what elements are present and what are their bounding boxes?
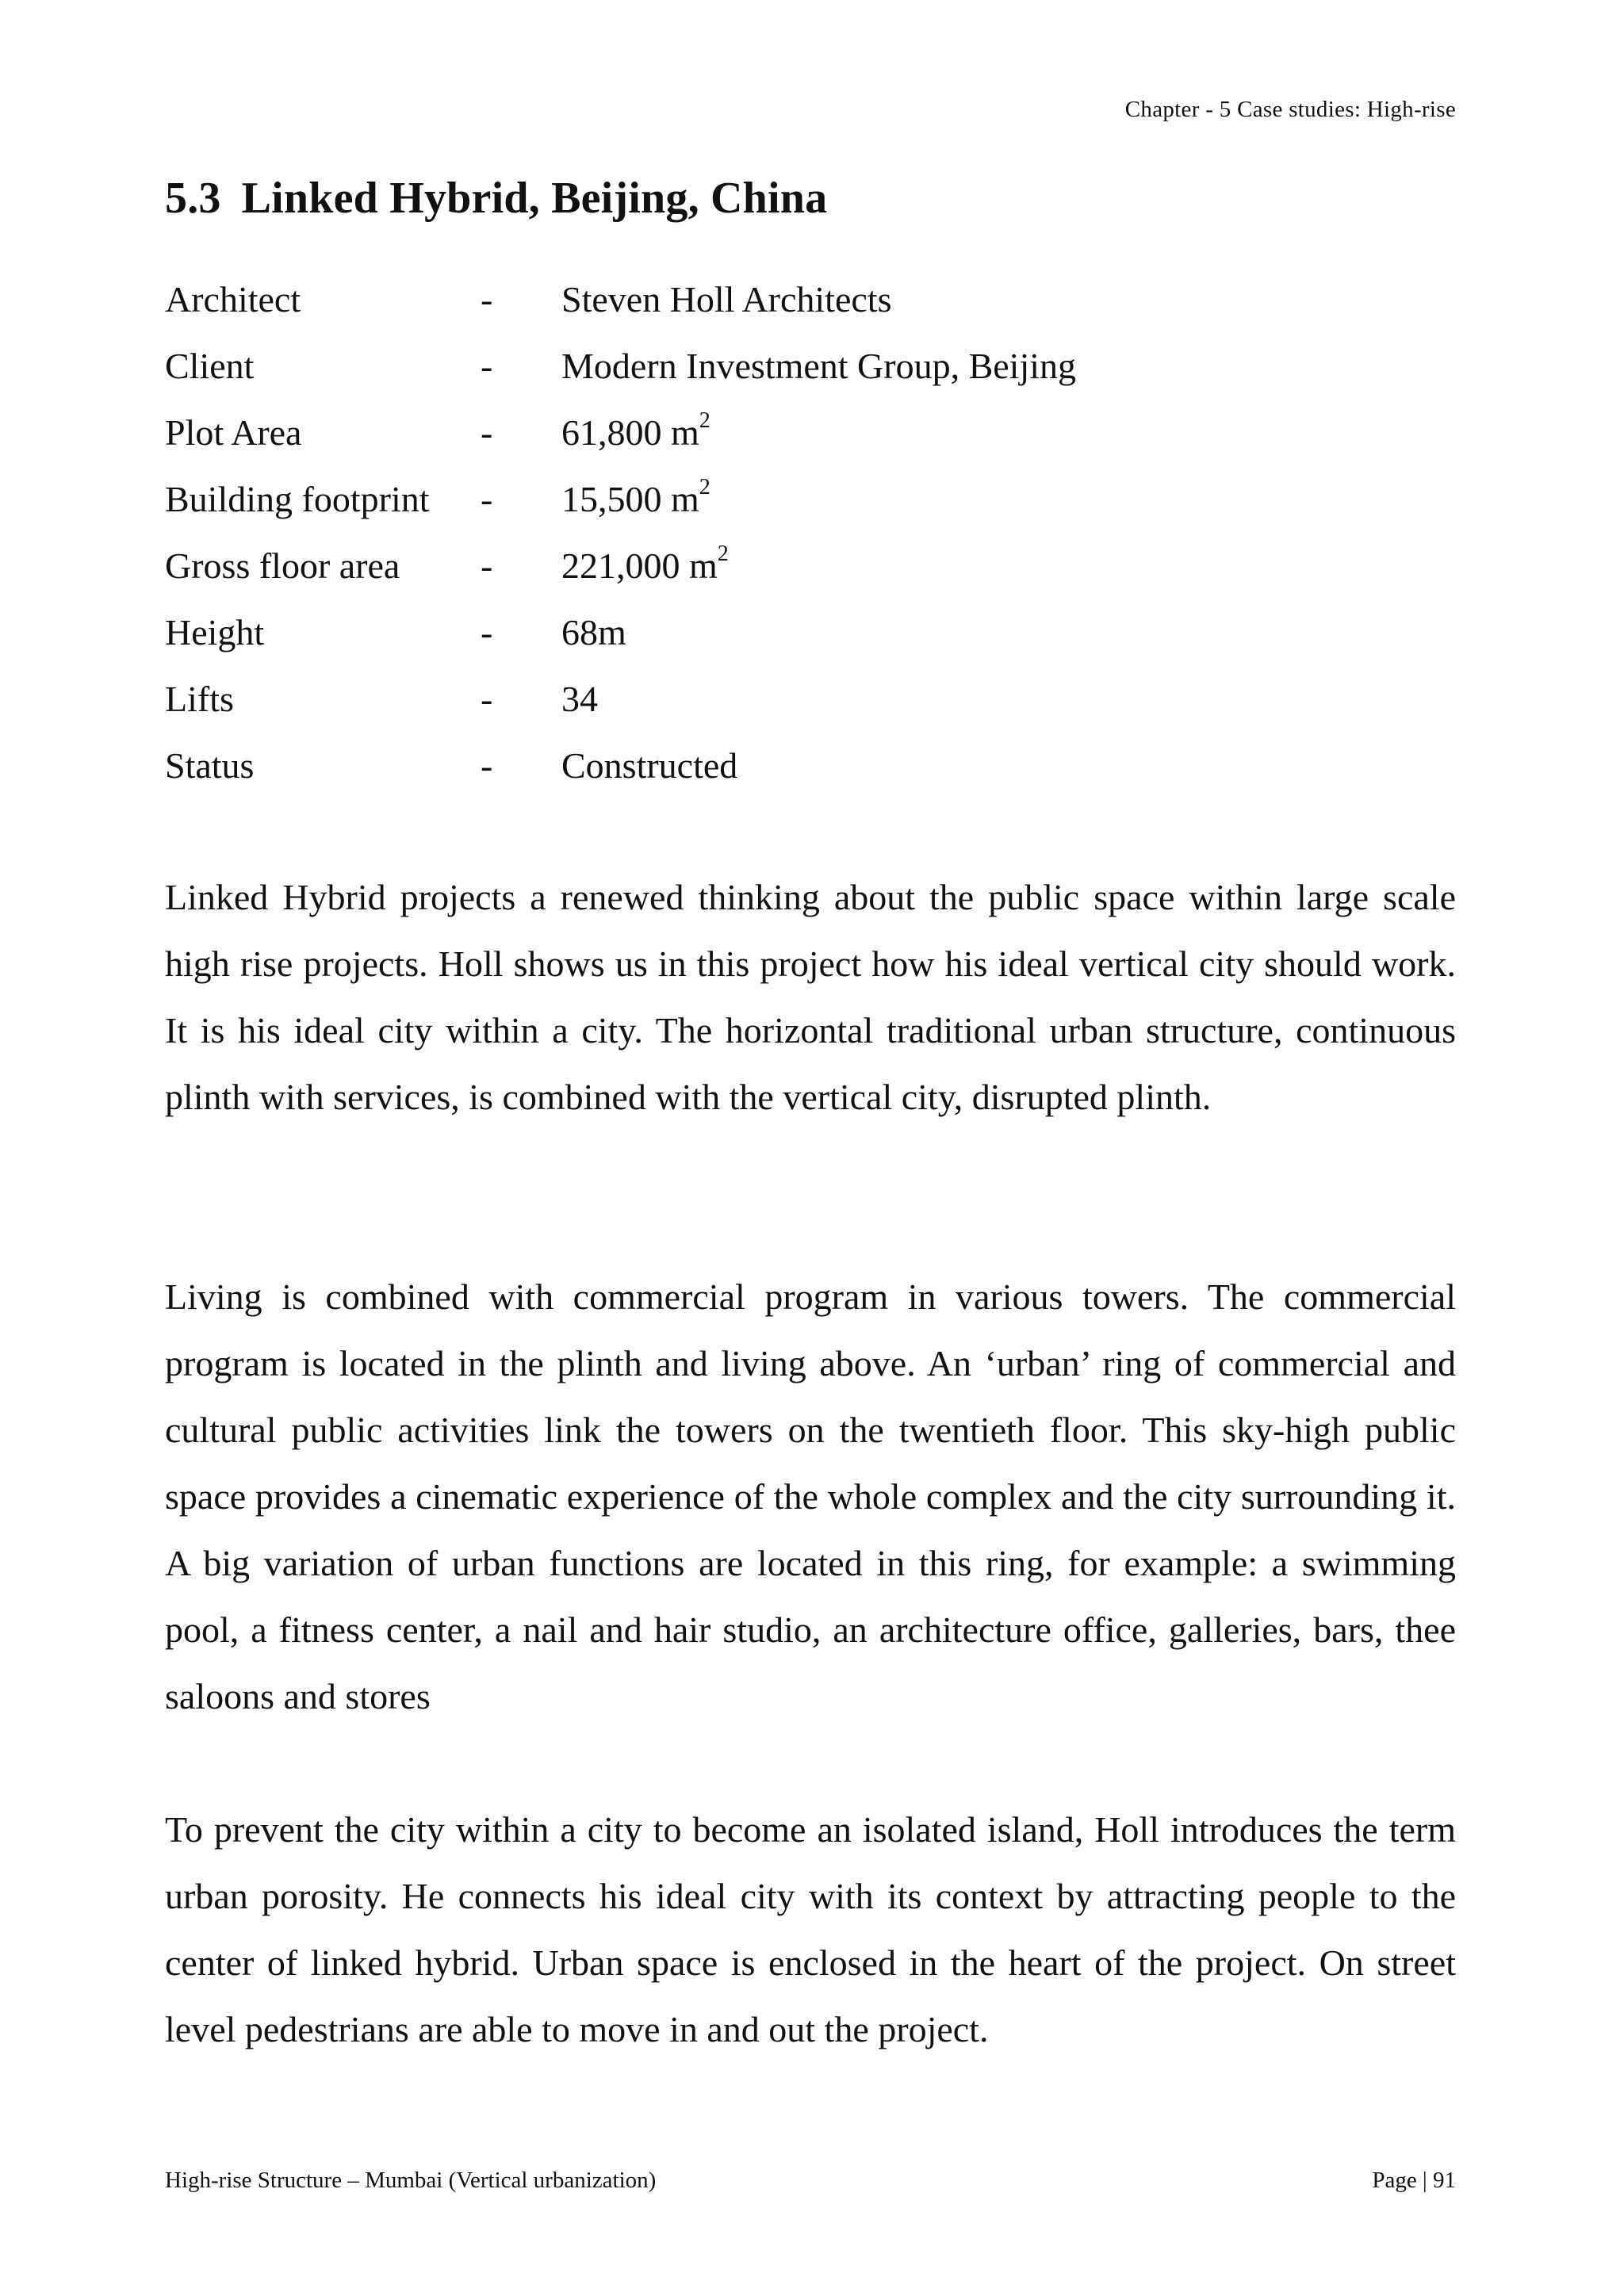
fact-row-gross-floor-area bbox=[165, 533, 1196, 599]
fact-row-height bbox=[165, 599, 1196, 666]
body-paragraph-1: Linked Hybrid projects a renewed thinking about the public space within large scale high rise projects. Holl shows us in this project how his ideal vertical city should work. It is his ideal city within a city. The horizontal traditional urban structure, continuous plinth with services, is combined with the vertical city, disrupted plinth. bbox=[165, 877, 1456, 1117]
fact-separator: - bbox=[481, 346, 493, 386]
body-paragraph-2: Living is combined with commercial program in various towers. The commercial program is located in the plinth and living above. An ‘urban’ ring of commercial and cultural public activities link the towers on the twentieth floor. This sky-high public space provides a cinematic experience of the whole complex and the city surrounding it. A big variation of urban functions are located in this ring, for example: a swimming pool, a fitness center, a nail and hair studio, an architecture office, galleries, bars, thee saloons and stores bbox=[165, 1276, 1456, 1716]
fact-value: 34 bbox=[561, 679, 598, 719]
fact-value: Steven Holl Architects bbox=[561, 279, 892, 320]
fact-unit: m bbox=[671, 412, 699, 453]
fact-separator: - bbox=[481, 279, 493, 320]
fact-row-plot-area bbox=[165, 400, 1196, 466]
fact-row-client bbox=[165, 333, 1196, 400]
fact-separator: - bbox=[481, 545, 493, 586]
fact-value: Modern Investment Group, Beijing bbox=[561, 346, 1077, 386]
fact-unit-exponent: 2 bbox=[699, 408, 710, 433]
section-title bbox=[165, 173, 827, 224]
section-number: 5.3 bbox=[165, 174, 221, 223]
fact-label: Architect bbox=[165, 279, 301, 320]
body-paragraph-3: To prevent the city within a city to become an isolated island, Holl introduces the term urban porosity. He connects his ideal city with its context by attracting people to the center of linked hybrid. Urban space is enclosed in the heart of the project. On street level pedestrians are able to move in and out the project. bbox=[165, 1809, 1456, 2049]
running-header: Chapter - 5 Case studies: High-rise bbox=[1124, 97, 1456, 122]
fact-unit-exponent: 2 bbox=[717, 541, 729, 566]
fact-separator: - bbox=[481, 745, 493, 786]
fact-separator: - bbox=[481, 412, 493, 453]
running-footer-title: High-rise Structure – Mumbai (Vertical urbanization) bbox=[165, 2168, 657, 2193]
fact-label: Status bbox=[165, 745, 255, 786]
fact-row-lifts bbox=[165, 666, 1196, 733]
fact-label: Plot Area bbox=[165, 412, 302, 453]
fact-value: 61,800 $m^2$ bbox=[561, 408, 710, 453]
fact-separator: - bbox=[481, 479, 493, 519]
fact-label: Lifts bbox=[165, 679, 234, 719]
fact-unit: m bbox=[671, 479, 699, 519]
fact-label: Building footprint bbox=[165, 479, 430, 519]
fact-label: Client bbox=[165, 346, 255, 386]
fact-value: 221,000 $m^2$ bbox=[561, 541, 729, 586]
page-number: Page | 91 bbox=[1372, 2168, 1456, 2193]
fact-label: Gross floor area bbox=[165, 545, 400, 586]
fact-unit-exponent: 2 bbox=[699, 475, 710, 499]
fact-separator: - bbox=[481, 679, 493, 719]
project-facts-table bbox=[165, 266, 1196, 799]
fact-row-building-footprint bbox=[165, 466, 1196, 533]
fact-value: 15,500 $m^2$ bbox=[561, 475, 710, 519]
fact-row-status bbox=[165, 733, 1196, 799]
section-title-text: Linked Hybrid, Beijing, China bbox=[241, 174, 828, 223]
fact-value: Constructed bbox=[561, 745, 738, 786]
fact-separator: - bbox=[481, 612, 493, 652]
fact-row-architect bbox=[165, 266, 1196, 333]
fact-unit: m bbox=[689, 545, 718, 586]
fact-label: Height bbox=[165, 612, 265, 652]
fact-value: 68m bbox=[561, 612, 626, 652]
